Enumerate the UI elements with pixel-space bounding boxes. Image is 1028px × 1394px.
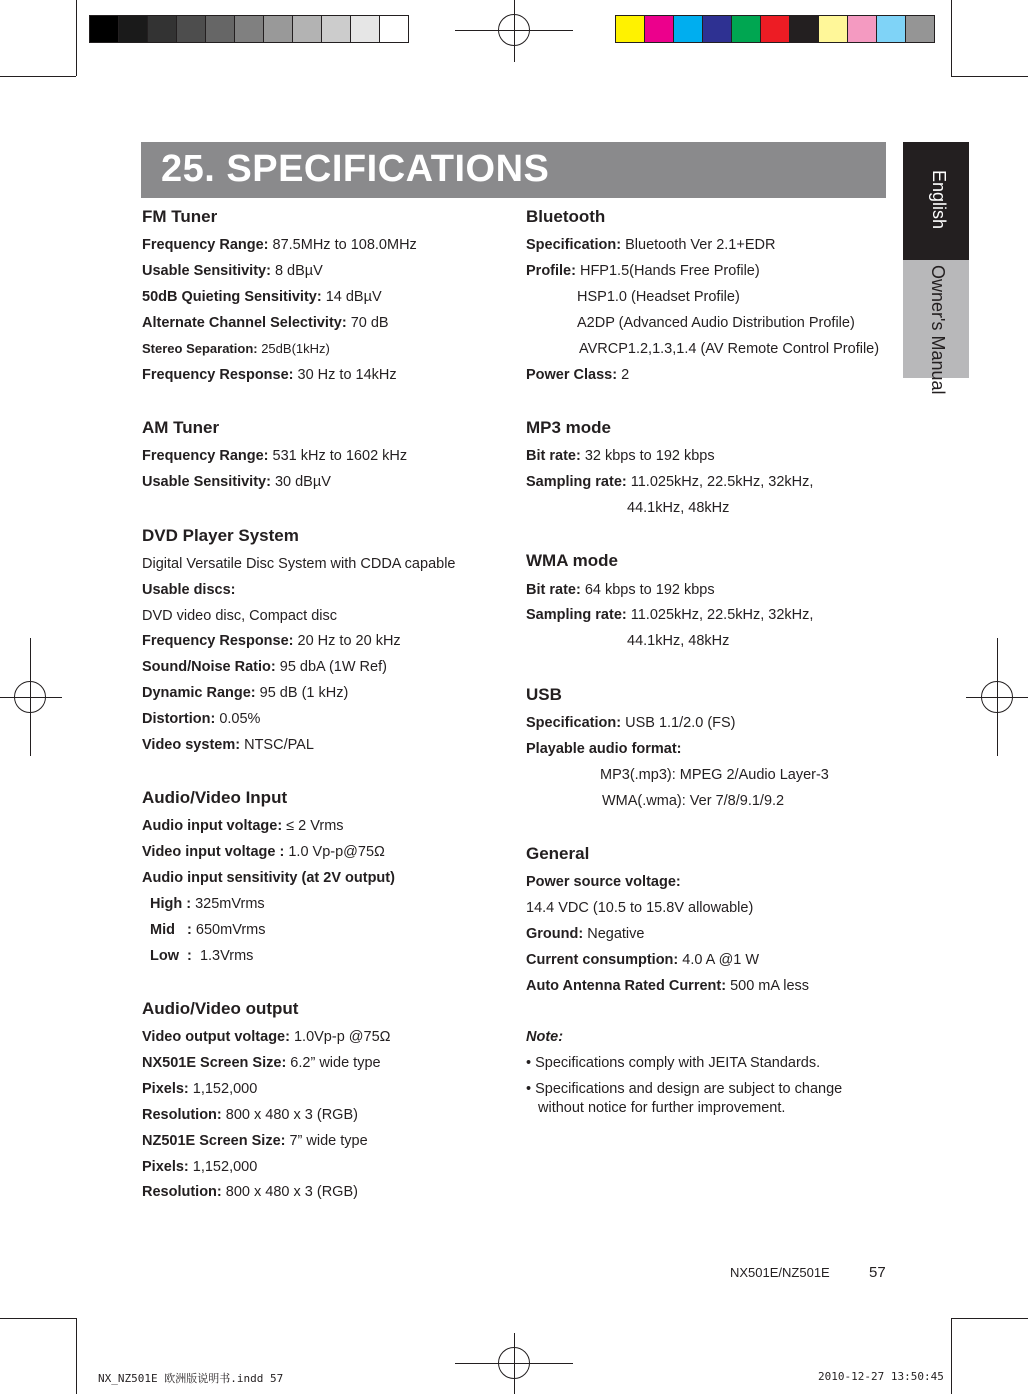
color-swatch — [644, 15, 674, 43]
spec-row: 50dB Quieting Sensitivity: 14 dBµV — [142, 289, 382, 305]
spec-row: Playable audio format: — [526, 741, 682, 757]
spec-row: Dynamic Range: 95 dB (1 kHz) — [142, 685, 349, 701]
wma-heading: WMA mode — [526, 551, 618, 570]
spec-row: HSP1.0 (Headset Profile) — [577, 289, 740, 305]
spec-row: Power source voltage: — [526, 874, 681, 890]
color-swatch — [789, 15, 819, 43]
spec-row: Profile: HFP1.5(Hands Free Profile) — [526, 263, 760, 279]
fm-heading: FM Tuner — [142, 207, 218, 226]
spec-row: MP3(.mp3): MPEG 2/Audio Layer-3 — [600, 767, 829, 783]
am-heading: AM Tuner — [142, 418, 220, 437]
color-swatch — [205, 15, 235, 43]
color-swatch — [147, 15, 177, 43]
color-swatch — [615, 15, 645, 43]
spec-row: WMA(.wma): Ver 7/8/9.1/9.2 — [602, 793, 785, 809]
spec-row: Video output voltage: 1.0Vp-p @75Ω — [142, 1029, 391, 1045]
spec-row: Usable Sensitivity: 30 dBµV — [142, 474, 331, 490]
spec-row: Video input voltage : 1.0 Vp-p@75Ω — [142, 844, 385, 860]
spec-row: NX501E Screen Size: 6.2” wide type — [142, 1055, 381, 1071]
spec-row: 44.1kHz, 48kHz — [627, 633, 730, 649]
tab-english — [903, 142, 969, 260]
av-input-heading: Audio/Video Input — [142, 788, 288, 807]
spec-row: A2DP (Advanced Audio Distribution Profile) — [577, 315, 855, 331]
spec-row: Stereo Separation: 25dB(1kHz) — [142, 341, 330, 356]
color-swatch — [176, 15, 206, 43]
bluetooth-heading: Bluetooth — [526, 207, 606, 226]
spec-row: Bit rate: 32 kbps to 192 kbps — [526, 448, 715, 464]
color-swatch — [263, 15, 293, 43]
spec-row: Sampling rate: 11.025kHz, 22.5kHz, 32kHz, — [526, 474, 814, 490]
color-swatch — [234, 15, 264, 43]
spec-row: Resolution: 800 x 480 x 3 (RGB) — [142, 1184, 358, 1200]
usb-heading: USB — [526, 685, 562, 704]
color-swatch — [876, 15, 906, 43]
tab-owners-manual — [903, 260, 969, 395]
tab-owners-manual-label: Owner's Manual — [928, 265, 948, 395]
spec-row: Pixels: 1,152,000 — [142, 1081, 258, 1097]
spec-row: Frequency Range: 531 kHz to 1602 kHz — [142, 448, 408, 464]
color-swatch — [118, 15, 148, 43]
color-swatch — [731, 15, 761, 43]
note-heading: Note: — [526, 1029, 564, 1045]
dvd-heading: DVD Player System — [142, 526, 299, 545]
footer-model: NX501E/NZ501E — [730, 1265, 830, 1280]
color-swatch — [350, 15, 380, 43]
color-swatch — [379, 15, 409, 43]
spec-row: Alternate Channel Selectivity: 70 dB — [142, 315, 389, 331]
spec-row: AVRCP1.2,1.3,1.4 (AV Remote Control Profile) — [579, 341, 880, 357]
spec-row: Distortion: 0.05% — [142, 711, 261, 727]
color-swatch — [905, 15, 935, 43]
spec-row: Sampling rate: 11.025kHz, 22.5kHz, 32kHz, — [526, 607, 814, 623]
spec-row: 44.1kHz, 48kHz — [627, 500, 730, 516]
spec-row: Usable discs: — [142, 582, 236, 598]
spec-row: Audio input sensitivity (at 2V output) — [142, 870, 395, 886]
note-item: • Specifications and design are subject to change — [526, 1081, 843, 1097]
page-number: 57 — [869, 1264, 886, 1281]
spec-row: Bit rate: 64 kbps to 192 kbps — [526, 582, 715, 598]
spec-row: 14.4 VDC (10.5 to 15.8V allowable) — [526, 900, 754, 916]
spec-row: NZ501E Screen Size: 7” wide type — [142, 1133, 368, 1149]
color-swatch — [292, 15, 322, 43]
spec-row: Video system: NTSC/PAL — [142, 737, 314, 753]
color-swatch — [89, 15, 119, 43]
color-swatch — [321, 15, 351, 43]
note-item-continued: without notice for further improvement. — [538, 1100, 786, 1116]
spec-row: Pixels: 1,152,000 — [142, 1159, 258, 1175]
spec-row: Audio input voltage: ≤ 2 Vrms — [142, 818, 344, 834]
spec-row: Low : 1.3Vrms — [150, 948, 254, 964]
general-heading: General — [526, 844, 590, 863]
color-swatch — [818, 15, 848, 43]
color-swatch — [702, 15, 732, 43]
spec-row: Auto Antenna Rated Current: 500 mA less — [526, 978, 810, 994]
spec-row: DVD video disc, Compact disc — [142, 608, 338, 624]
spec-row: Frequency Range: 87.5MHz to 108.0MHz — [142, 237, 417, 253]
spec-row: Sound/Noise Ratio: 95 dbA (1W Ref) — [142, 659, 387, 675]
spec-row: Ground: Negative — [526, 926, 645, 942]
color-swatch — [847, 15, 877, 43]
note-item: • Specifications comply with JEITA Standards. — [526, 1055, 821, 1071]
spec-row: Frequency Response: 30 Hz to 14kHz — [142, 367, 397, 383]
spec-row: Current consumption: 4.0 A @1 W — [526, 952, 760, 968]
spec-row: Specification: Bluetooth Ver 2.1+EDR — [526, 237, 776, 253]
slug-timestamp: 2010-12-27 13:50:45 — [818, 1370, 944, 1383]
slug-filename: NX_NZ501E 欧洲版说明书.indd 57 — [98, 1372, 284, 1385]
spec-row: Frequency Response: 20 Hz to 20 kHz — [142, 633, 401, 649]
section-header — [141, 142, 886, 198]
color-swatch — [760, 15, 790, 43]
spec-row: Resolution: 800 x 480 x 3 (RGB) — [142, 1107, 358, 1123]
spec-row: Power Class: 2 — [526, 367, 630, 383]
spec-row: Mid : 650mVrms — [150, 922, 266, 938]
spec-row: Usable Sensitivity: 8 dBµV — [142, 263, 323, 279]
av-output-heading: Audio/Video output — [142, 999, 299, 1018]
spec-row: Digital Versatile Disc System with CDDA capable — [142, 556, 456, 572]
color-swatch — [673, 15, 703, 43]
spec-row: Specification: USB 1.1/2.0 (FS) — [526, 715, 736, 731]
mp3-heading: MP3 mode — [526, 418, 612, 437]
tab-english-label: English — [929, 170, 949, 230]
page-title: 25. SPECIFICATIONS — [161, 148, 550, 190]
spec-row: High : 325mVrms — [150, 896, 265, 912]
